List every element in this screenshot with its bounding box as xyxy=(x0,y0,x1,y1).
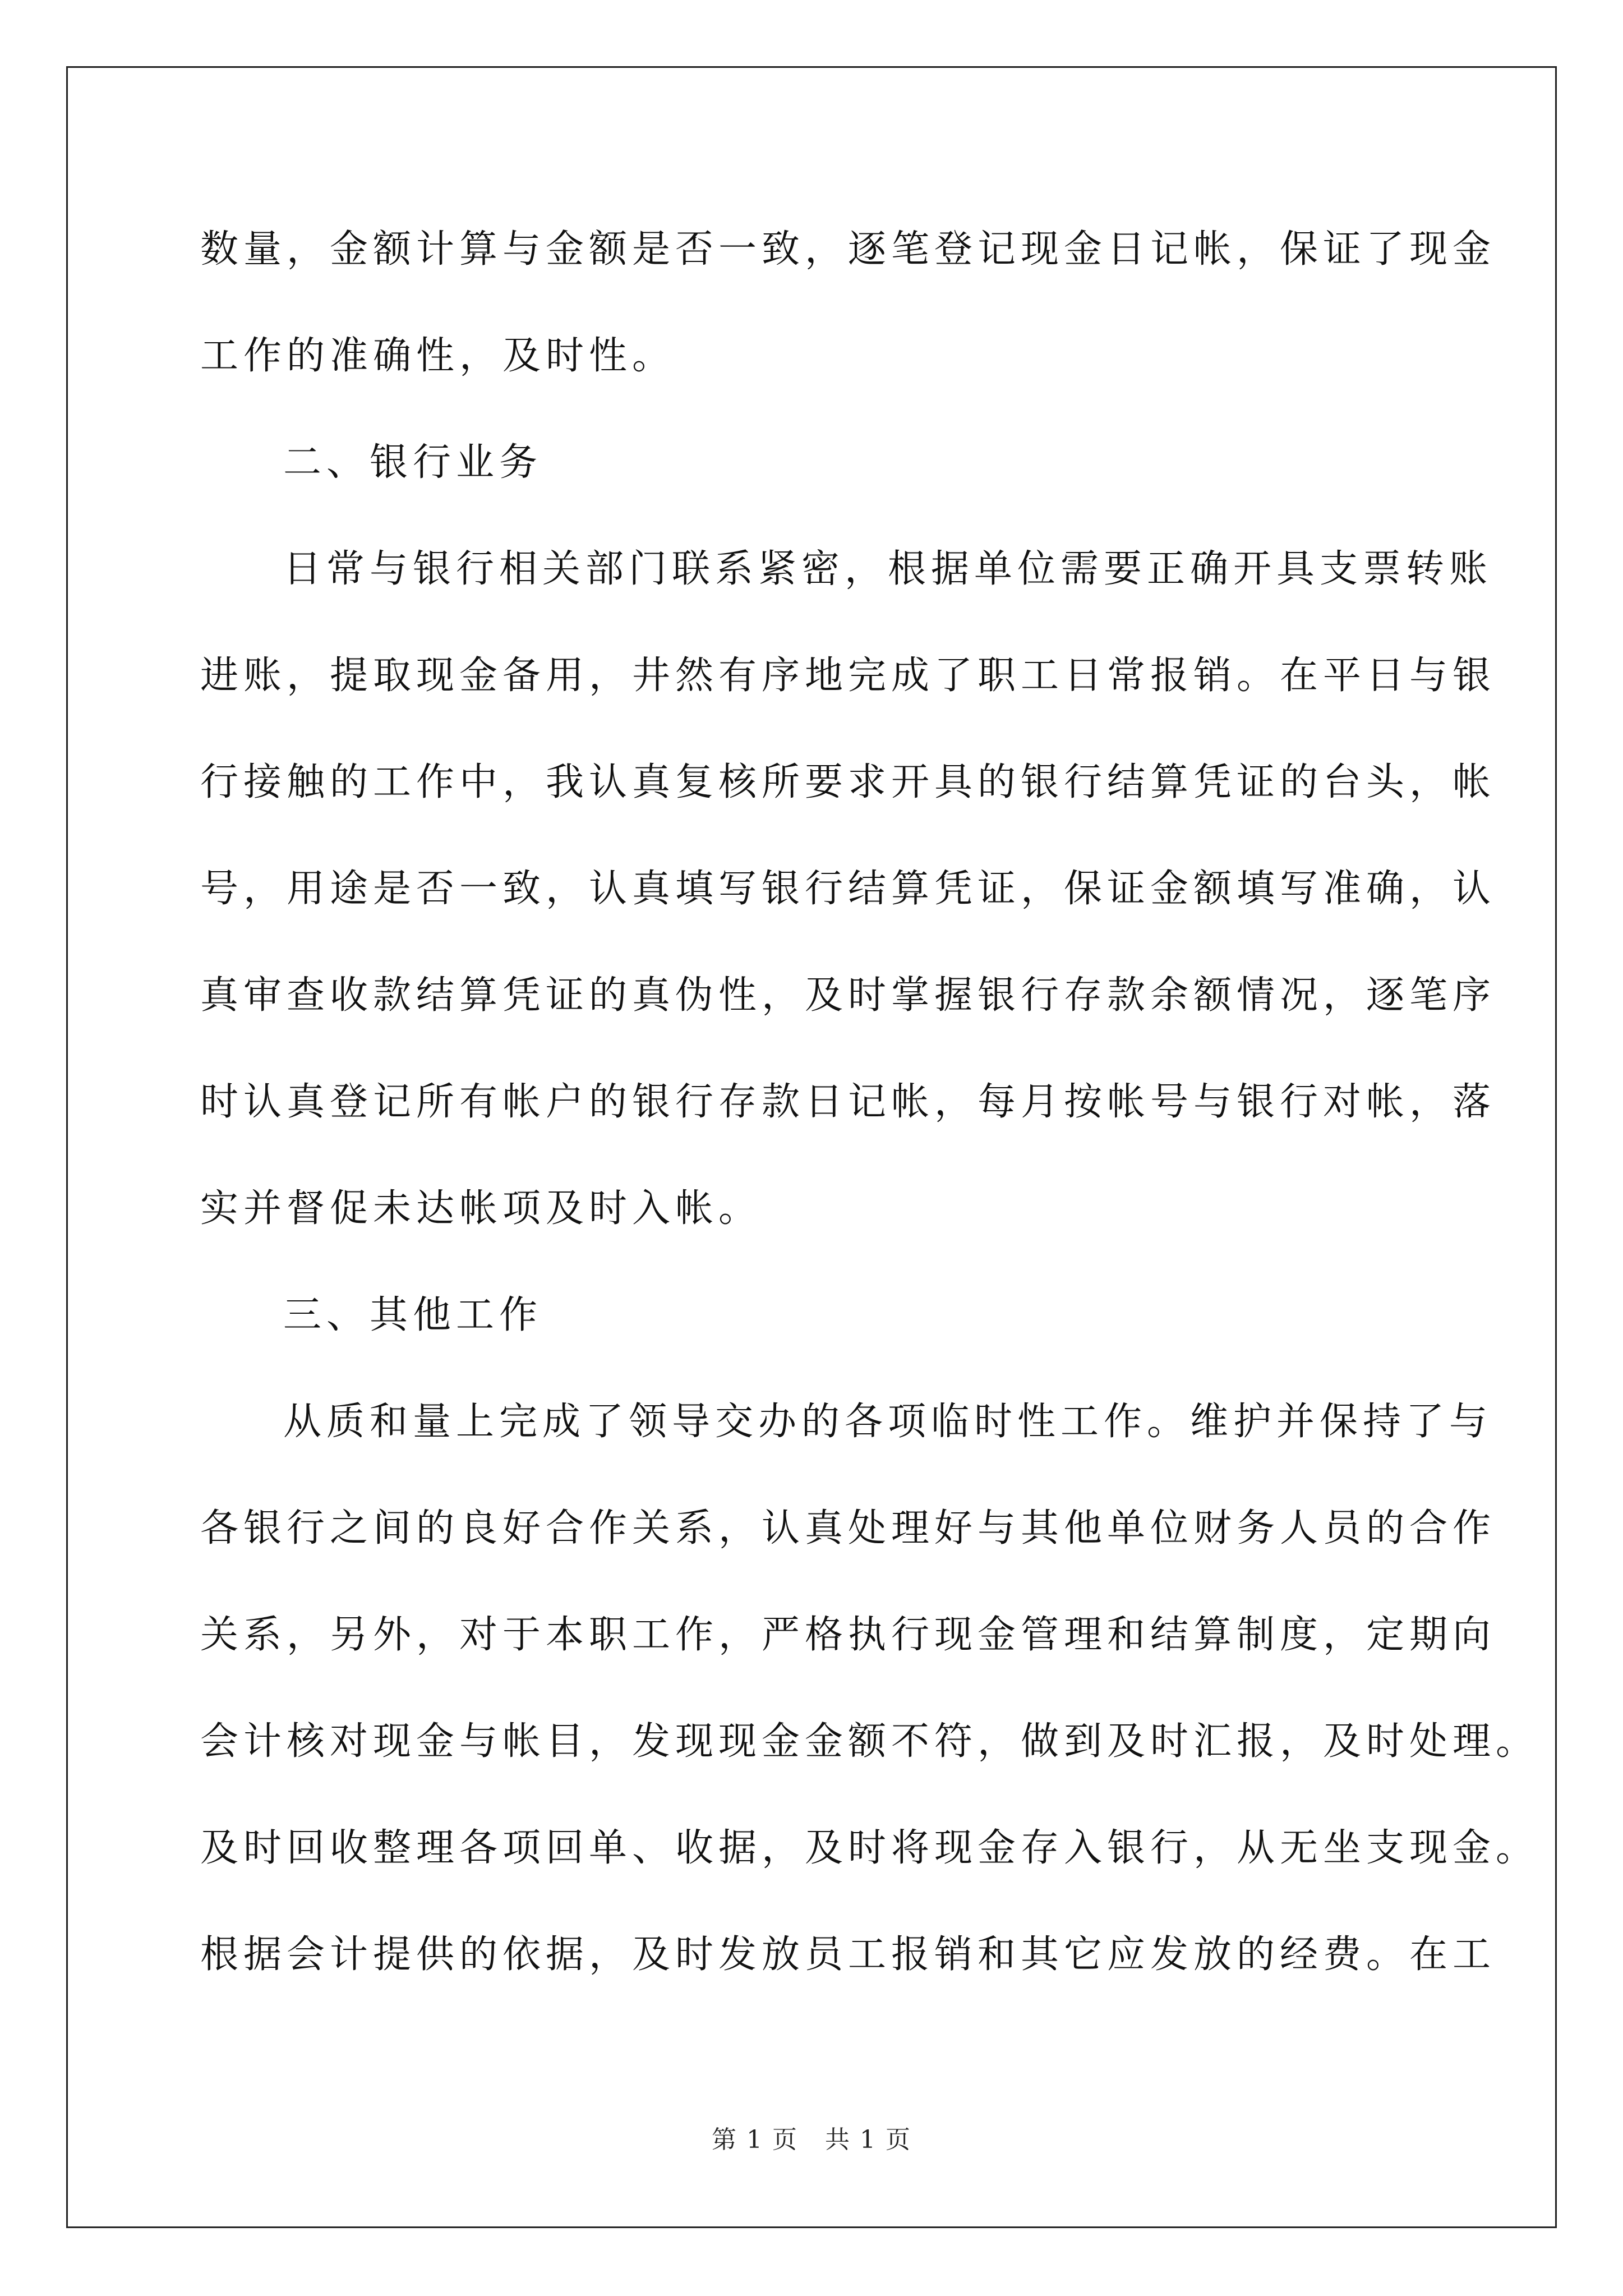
text-line: 各银行之间的良好合作关系，认真处理好与其他单位财务人员的合作 xyxy=(200,1506,1496,1550)
text-line: 及时回收整理各项回单、收据，及时将现金存入银行，从无坐支现金。 xyxy=(200,1826,1539,1870)
text-line: 实并督促未达帐项及时入帐。 xyxy=(200,1186,762,1231)
text-line: 根据会计提供的依据，及时发放员工报销和其它应发放的经费。在工 xyxy=(200,1932,1496,1977)
text-line: 从质和量上完成了领导交办的各项临时性工作。维护并保持了与 xyxy=(283,1400,1493,1444)
text-line: 号，用途是否一致，认真填写银行结算凭证，保证金额填写准确，认 xyxy=(200,867,1496,911)
text-line: 会计核对现金与帐目，发现现金金额不符，做到及时汇报，及时处理。 xyxy=(200,1719,1539,1764)
section-heading: 三、其他工作 xyxy=(283,1293,543,1337)
text-line: 日常与银行相关部门联系紧密，根据单位需要正确开具支票转账 xyxy=(283,547,1493,591)
text-line: 工作的准确性，及时性。 xyxy=(200,334,676,378)
document-body xyxy=(200,219,1539,2031)
text-line: 时认真登记所有帐户的银行存款日记帐，每月按帐号与银行对帐，落 xyxy=(200,1080,1496,1124)
text-line: 数量，金额计算与金额是否一致，逐笔登记现金日记帐，保证了现金 xyxy=(200,227,1496,272)
text-line: 行接触的工作中，我认真复核所要求开具的银行结算凭证的台头，帐 xyxy=(200,760,1496,804)
section-heading: 二、银行业务 xyxy=(283,440,543,485)
page-footer: 第 1 页 共 1 页 xyxy=(712,2125,911,2154)
text-line: 进账，提取现金备用，井然有序地完成了职工日常报销。在平日与银 xyxy=(200,654,1496,698)
text-line: 关系，另外，对于本职工作，严格执行现金管理和结算制度，定期向 xyxy=(200,1613,1496,1657)
text-line: 真审查收款结算凭证的真伪性，及时掌握银行存款余额情况，逐笔序 xyxy=(200,973,1496,1018)
